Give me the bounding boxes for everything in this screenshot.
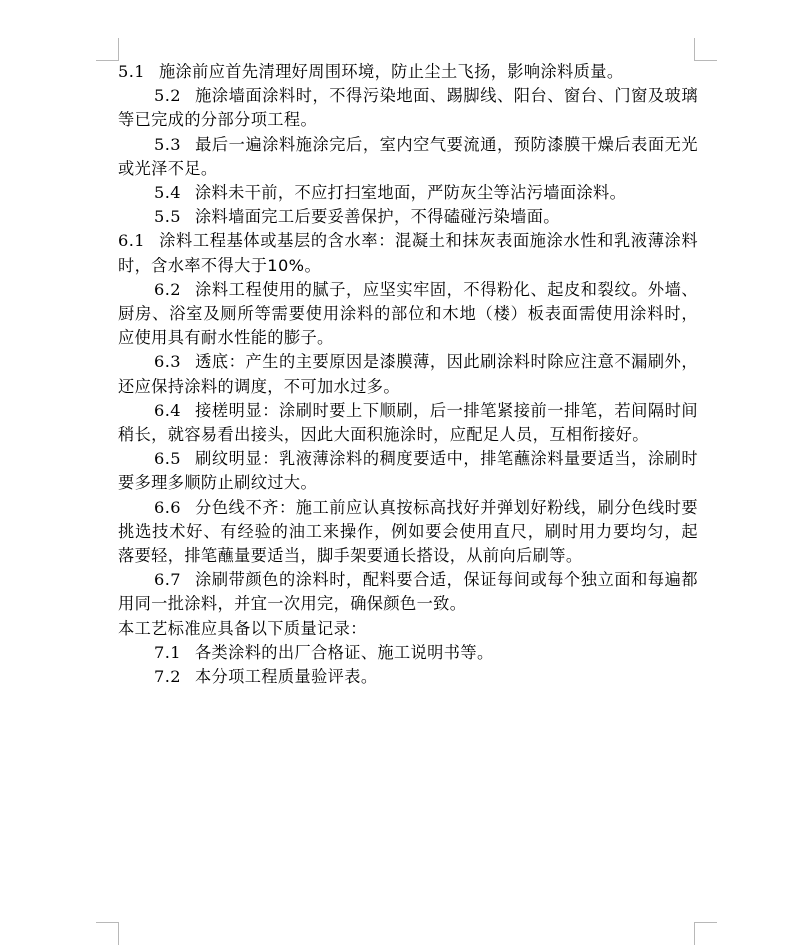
paragraph-6-3 [118, 350, 698, 398]
paragraph-5-1 [118, 60, 698, 84]
paragraph-6-1 [118, 229, 698, 277]
paragraph-number: 6.4 [154, 400, 181, 420]
paragraph-text: 涂料墙面完工后要妥善保护，不得磕碰污染墙面。 [194, 207, 560, 227]
paragraph-number: 6.5 [154, 449, 181, 469]
paragraph-number: 6.6 [154, 497, 181, 517]
paragraph-number: 5.3 [154, 134, 181, 154]
paragraph-number: 6.3 [154, 352, 181, 372]
paragraph-text: 刷纹明显：乳液薄涂料的稠度要适中，排笔蘸涂料量要适当，涂刷时要多理多顺防止刷纹过大。 [118, 449, 698, 493]
paragraph-text: 分色线不齐：施工前应认真按标高找好并弹划好粉线，刷分色线时要挑选技术好、有经验的油工来操作，例如要会使用直尺，刷时用力要均匀，起落要轻，排笔蘸量要适当，脚手架要通长搭设，从前向后刷等。 [118, 497, 698, 566]
paragraph-number: 5.1 [118, 62, 145, 81]
margin-mark-top-right [694, 38, 717, 61]
paragraph-5-2 [118, 84, 698, 132]
paragraph-6-5 [118, 447, 698, 495]
paragraph-5-3 [118, 133, 698, 181]
paragraph-text: 各类涂料的出厂合格证、施工说明书等。 [194, 642, 494, 662]
document-body [118, 60, 698, 689]
margin-mark-top-left [96, 38, 119, 61]
paragraph-6-6 [118, 496, 698, 569]
paragraph-number: 6.2 [154, 279, 181, 299]
paragraph-number: 6.7 [154, 570, 181, 590]
paragraph-6-7 [118, 568, 698, 616]
paragraph-text: 接槎明显：涂刷时要上下顺刷，后一排笔紧接前一排笔，若间隔时间稍长，就容易看出接头，因此大面积施涂时，应配足人员，互相衔接好。 [118, 400, 698, 445]
paragraph-number: 5.5 [154, 207, 181, 227]
paragraph-text: 施涂前应首先清理好周围环境，防止尘土飞扬，影响涂料质量。 [158, 62, 624, 81]
paragraph-text: 本分项工程质量验评表。 [194, 667, 378, 687]
paragraph-6-4 [118, 399, 698, 447]
paragraph-number: 6.1 [118, 231, 145, 251]
paragraph-text: 本工艺标准应具备以下质量记录： [118, 618, 367, 638]
paragraph-5-5 [118, 205, 698, 229]
margin-mark-bottom-left [96, 922, 119, 945]
paragraph-text: 涂料工程基体或基层的含水率：混凝土和抹灰表面施涂水性和乳液薄涂料时，含水率不得大于10%。 [118, 231, 698, 275]
paragraph-text: 涂刷带颜色的涂料时，配料要合适，保证每间或每个独立面和每遍都用同一批涂料，并宜一次用完，确保颜色一致。 [118, 570, 698, 614]
paragraph-7-2 [118, 665, 698, 689]
paragraph-5-4 [118, 181, 698, 205]
paragraph-text: 透底：产生的主要原因是漆膜薄，因此刷涂料时除应注意不漏刷外，还应保持涂料的调度，不可加水过多。 [118, 352, 698, 396]
margin-mark-bottom-right [694, 922, 717, 945]
paragraph-text: 施涂墙面涂料时，不得污染地面、踢脚线、阳台、窗台、门窗及玻璃等已完成的分部分项工程。 [118, 86, 698, 130]
paragraph-number: 5.4 [154, 183, 181, 203]
paragraph-7-1 [118, 641, 698, 665]
paragraph-text: 最后一遍涂料施涂完后，室内空气要流通，预防漆膜干燥后表面无光或光泽不足。 [118, 134, 698, 178]
paragraph-number: 7.1 [154, 642, 181, 662]
paragraph-text: 涂料未干前，不应打扫室地面，严防灰尘等沾污墙面涂料。 [194, 183, 627, 203]
paragraph-text: 涂料工程使用的腻子，应坚实牢固，不得粉化、起皮和裂纹。外墙、厨房、浴室及厕所等需要使用涂料的部位和木地（楼）板表面需使用涂料时，应使用具有耐水性能的膨子。 [118, 279, 698, 348]
paragraph-number: 7.2 [154, 667, 181, 687]
section-heading-quality-records [118, 617, 698, 641]
paragraph-number: 5.2 [154, 86, 181, 106]
paragraph-6-2 [118, 278, 698, 351]
